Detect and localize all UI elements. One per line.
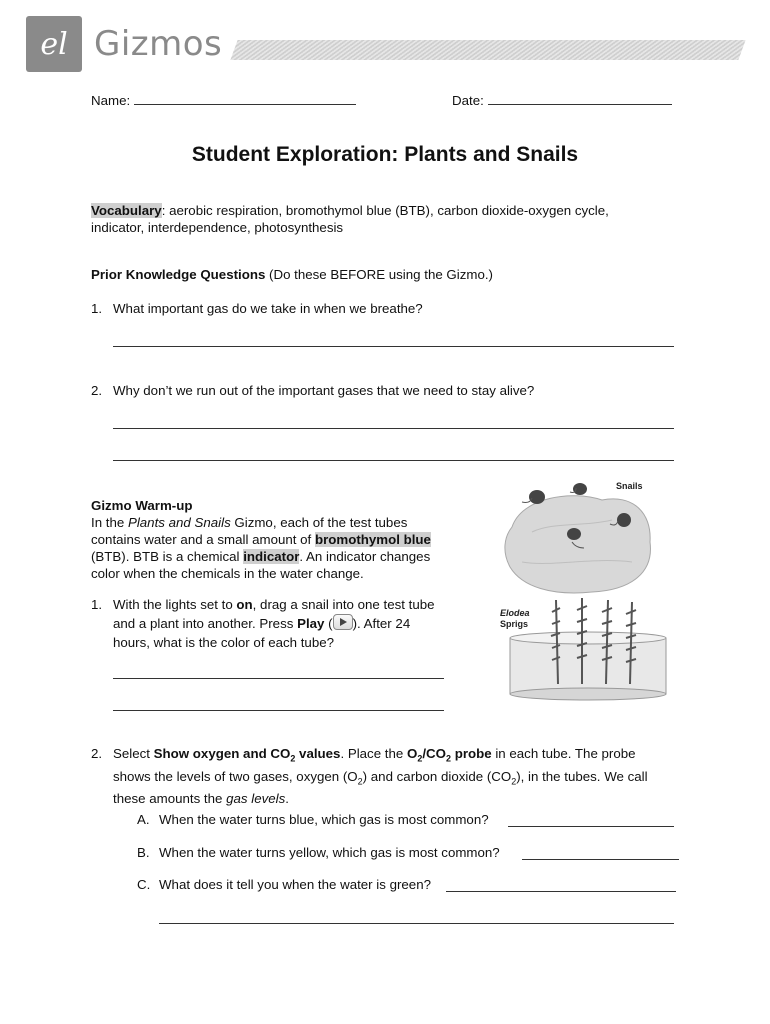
text: ) and carbon dioxide (CO (362, 768, 512, 784)
q2-part-b (137, 845, 500, 860)
date-label: Date: (452, 93, 484, 108)
text: color when the chemicals in the water change. (91, 566, 364, 581)
answer-line[interactable] (446, 891, 676, 892)
text: , drag a snail into one test tube (252, 597, 435, 612)
answer-line[interactable] (159, 923, 674, 924)
text: Show oxygen and CO (153, 746, 291, 761)
part-letter: A. (137, 812, 150, 827)
text: and a plant into another. Press (113, 616, 298, 631)
subscript: 2 (357, 776, 363, 787)
warmup-heading: Gizmo Warm-up (91, 498, 193, 513)
text: probe (451, 746, 492, 761)
prior-knowledge-heading (91, 267, 493, 282)
name-field[interactable] (91, 93, 356, 108)
sprigs-label: Sprigs (500, 619, 529, 629)
text: /CO (422, 746, 446, 761)
q2-part-a (137, 812, 489, 827)
text: ( (324, 616, 333, 631)
subscript: 2 (417, 753, 423, 764)
vocabulary (91, 202, 691, 236)
gizmos-logo-icon (26, 16, 82, 72)
text: shows the levels of two gases, oxygen (O (113, 768, 358, 784)
warmup-q1 (91, 595, 461, 652)
date-field[interactable] (452, 93, 672, 108)
answer-line[interactable] (113, 678, 444, 679)
name-label: Name: (91, 93, 131, 108)
gizmo-name: Plants and Snails (127, 515, 231, 530)
text: contains water and a small amount of (91, 532, 315, 547)
text: . Place the (340, 746, 407, 761)
elodea-label: Elodea (500, 608, 530, 618)
prior-q2 (91, 383, 535, 398)
vocab-highlight: bromothymol blue (314, 532, 431, 547)
q-number: 1. (91, 597, 103, 612)
header-banner (230, 40, 745, 60)
text: in each tube. The probe (491, 746, 636, 761)
subscript: 2 (290, 753, 296, 764)
play-icon (333, 614, 353, 630)
q-number: 2. (91, 383, 103, 398)
text: . An indicator changes (299, 549, 431, 564)
part-letter: B. (137, 845, 150, 860)
plants-snails-figure (492, 472, 672, 704)
q-number: 1. (91, 301, 103, 316)
part-letter: C. (137, 877, 151, 892)
question-text: When the water turns yellow, which gas is most common? (159, 845, 500, 860)
snails-label: Snails (616, 481, 643, 491)
answer-line[interactable] (113, 710, 444, 711)
question-text: Why don’t we run out of the important gases that we need to stay alive? (113, 383, 535, 398)
question-text: What important gas do we take in when we breathe? (113, 301, 423, 316)
text: (BTB). BTB is a chemical (91, 549, 244, 564)
text: . (285, 791, 289, 807)
prior-q1 (91, 301, 423, 316)
text: these amounts the (113, 791, 227, 807)
text: In the (91, 515, 128, 530)
vocabulary-line2: indicator, interdependence, photosynthesis (91, 220, 344, 235)
vocabulary-label: Vocabulary (91, 203, 162, 218)
snail-icon (522, 490, 545, 504)
answer-line[interactable] (522, 859, 679, 860)
warmup-q2 (91, 745, 691, 807)
page-title: Student Exploration: Plants and Snails (191, 143, 579, 166)
rock-illustration (505, 496, 651, 593)
brand-name: Gizmos (94, 24, 223, 64)
snail-icon (570, 483, 587, 495)
water-tank (510, 632, 666, 700)
prior-note: (Do these BEFORE using the Gizmo.) (265, 267, 493, 282)
vocabulary-line1: : aerobic respiration, bromothymol blue (BTB), carbon dioxide-oxygen cycle, (161, 203, 609, 218)
text: ). After 24 (352, 616, 411, 631)
answer-line[interactable] (113, 428, 674, 429)
date-line (488, 103, 672, 105)
warmup-paragraph (91, 497, 461, 582)
text: With the lights set to (113, 597, 237, 612)
subscript: 2 (445, 753, 451, 764)
vocab-highlight: indicator (243, 549, 300, 564)
question-text: What does it tell you when the water is green? (159, 877, 431, 892)
text: O (406, 746, 418, 761)
answer-line[interactable] (508, 826, 674, 827)
logo-text: el (40, 26, 68, 62)
text: gas levels (226, 791, 286, 807)
name-line (134, 103, 356, 105)
answer-line[interactable] (113, 346, 674, 347)
answer-line[interactable] (113, 460, 674, 461)
text: values (295, 746, 341, 761)
text: on (236, 597, 253, 612)
text: Select (113, 746, 154, 761)
q-number: 2. (91, 746, 103, 761)
text: hours, what is the color of each tube? (113, 635, 335, 650)
prior-heading: Prior Knowledge Questions (91, 267, 266, 282)
text: Gizmo, each of the test tubes (230, 515, 408, 530)
text: ), in the tubes. We call (516, 768, 648, 784)
subscript: 2 (511, 776, 517, 787)
text: Play (297, 616, 325, 631)
q2-part-c (137, 877, 431, 892)
question-text: When the water turns blue, which gas is most common? (159, 812, 489, 827)
